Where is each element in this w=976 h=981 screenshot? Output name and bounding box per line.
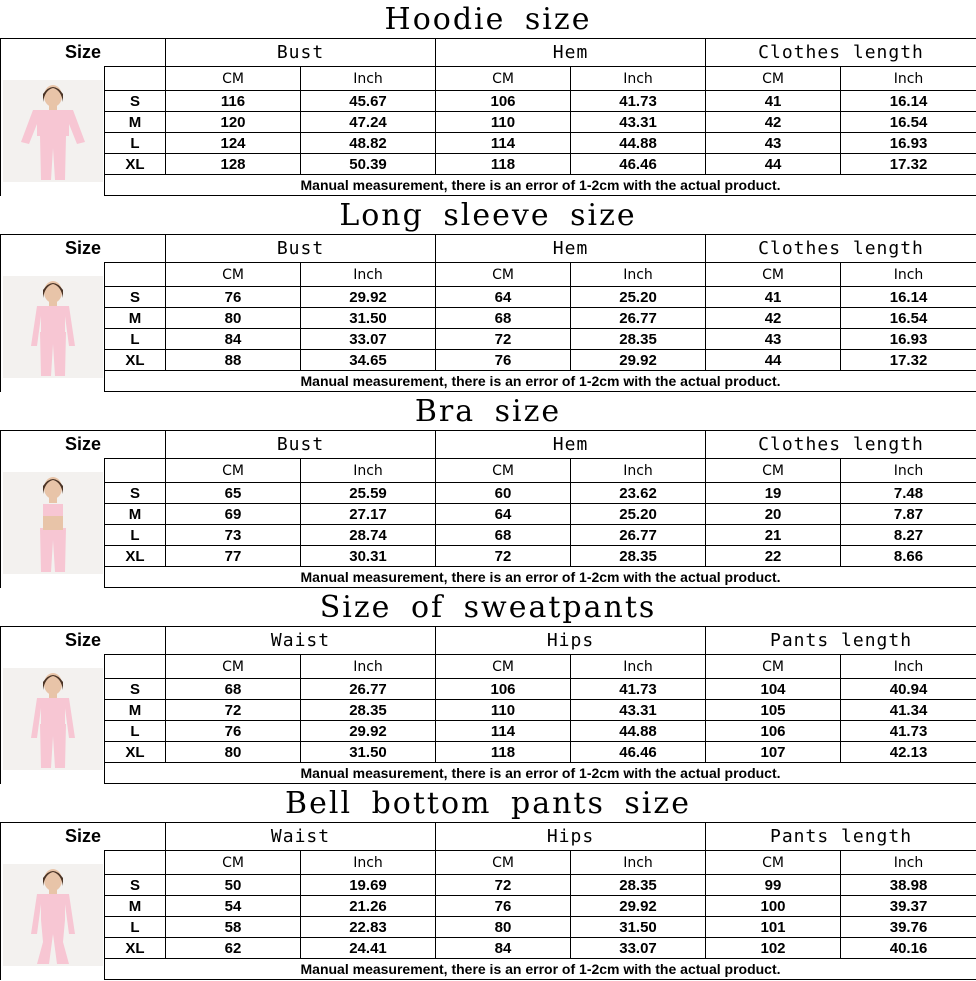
measurement-cell: 26.77	[301, 679, 436, 700]
measurement-cell: 65	[166, 483, 301, 504]
size-label: M	[105, 700, 166, 721]
size-label: XL	[105, 546, 166, 567]
measure-group-header: Bust	[166, 39, 436, 67]
table-row	[1, 875, 976, 896]
size-label: M	[105, 504, 166, 525]
unit-cm-header: CM	[706, 263, 841, 287]
measurement-cell: 26.77	[571, 308, 706, 329]
measurement-cell: 8.27	[841, 525, 976, 546]
measurement-cell: 7.87	[841, 504, 976, 525]
measurement-cell: 42	[706, 308, 841, 329]
measurement-cell: 25.59	[301, 483, 436, 504]
blank-cell	[105, 655, 166, 679]
measurement-cell: 24.41	[301, 938, 436, 959]
table-row	[1, 917, 976, 938]
measurement-cell: 44.88	[571, 721, 706, 742]
measurement-cell: 102	[706, 938, 841, 959]
unit-cm-header: CM	[706, 655, 841, 679]
measure-group-header: Pants length	[706, 627, 976, 655]
unit-inch-header: Inch	[841, 67, 976, 91]
measurement-cell: 7.48	[841, 483, 976, 504]
measurement-cell: 58	[166, 917, 301, 938]
measurement-cell: 28.35	[571, 329, 706, 350]
size-label: S	[105, 483, 166, 504]
size-label: XL	[105, 154, 166, 175]
measurement-cell: 72	[436, 329, 571, 350]
table-row	[1, 308, 976, 329]
measurement-cell: 41.73	[571, 679, 706, 700]
measurement-cell: 76	[166, 721, 301, 742]
long-sleeve-model	[1, 263, 105, 392]
measurement-cell: 106	[436, 91, 571, 112]
unit-cm-header: CM	[706, 67, 841, 91]
size-label: L	[105, 133, 166, 154]
size-header: Size	[1, 627, 166, 655]
measurement-cell: 114	[436, 133, 571, 154]
measurement-cell: 104	[706, 679, 841, 700]
section-title: Bell bottom pants size	[285, 786, 691, 821]
table-row	[1, 329, 976, 350]
measure-group-header: Pants length	[706, 823, 976, 851]
measurement-cell: 17.32	[841, 350, 976, 371]
unit-cm-header: CM	[706, 851, 841, 875]
table-row	[1, 546, 976, 567]
measurement-cell: 33.07	[301, 329, 436, 350]
size-label: L	[105, 721, 166, 742]
unit-cm-header: CM	[706, 459, 841, 483]
measurement-cell: 99	[706, 875, 841, 896]
measurement-cell: 41	[706, 91, 841, 112]
measurement-cell: 33.07	[571, 938, 706, 959]
measurement-cell: 40.16	[841, 938, 976, 959]
unit-inch-header: Inch	[301, 851, 436, 875]
sweatpants-model	[1, 655, 105, 784]
table-row	[1, 287, 976, 308]
section-title: Bra size	[414, 394, 562, 429]
measurement-note: Manual measurement, there is an error of 1-2cm with the actual product.	[105, 371, 976, 392]
unit-inch-header: Inch	[301, 67, 436, 91]
section-title: Hoodie size	[384, 2, 592, 37]
blank-cell	[105, 67, 166, 91]
measurement-cell: 27.17	[301, 504, 436, 525]
measurement-cell: 16.54	[841, 308, 976, 329]
size-label: M	[105, 308, 166, 329]
measurement-cell: 29.92	[571, 350, 706, 371]
measurement-cell: 84	[166, 329, 301, 350]
measure-group-header: Clothes length	[706, 39, 976, 67]
measurement-cell: 44.88	[571, 133, 706, 154]
measurement-cell: 16.54	[841, 112, 976, 133]
size-header: Size	[1, 431, 166, 459]
measurement-cell: 64	[436, 504, 571, 525]
measurement-cell: 116	[166, 91, 301, 112]
measurement-cell: 128	[166, 154, 301, 175]
measure-group-header: Waist	[166, 627, 436, 655]
section-title: Size of sweatpants	[319, 590, 657, 625]
measurement-cell: 73	[166, 525, 301, 546]
measurement-cell: 23.62	[571, 483, 706, 504]
unit-cm-header: CM	[166, 459, 301, 483]
unit-inch-header: Inch	[571, 263, 706, 287]
unit-inch-header: Inch	[571, 851, 706, 875]
hoodie-model	[1, 67, 105, 196]
measurement-cell: 77	[166, 546, 301, 567]
bell-bottom-model	[1, 851, 105, 980]
measurement-cell: 21	[706, 525, 841, 546]
size-label: XL	[105, 350, 166, 371]
size-chart-section	[0, 392, 976, 588]
measure-group-header: Bust	[166, 235, 436, 263]
measurement-cell: 120	[166, 112, 301, 133]
measurement-cell: 110	[436, 112, 571, 133]
measurement-cell: 19	[706, 483, 841, 504]
measurement-cell: 19.69	[301, 875, 436, 896]
measure-group-header: Waist	[166, 823, 436, 851]
unit-inch-header: Inch	[841, 459, 976, 483]
table-row	[1, 525, 976, 546]
measurement-cell: 45.67	[301, 91, 436, 112]
measurement-cell: 43	[706, 329, 841, 350]
measurement-cell: 64	[436, 287, 571, 308]
measurement-cell: 34.65	[301, 350, 436, 371]
measurement-cell: 43.31	[571, 112, 706, 133]
size-header: Size	[1, 823, 166, 851]
table-row	[1, 742, 976, 763]
unit-cm-header: CM	[166, 67, 301, 91]
measurement-cell: 29.92	[301, 287, 436, 308]
table-row	[1, 350, 976, 371]
size-table	[0, 430, 976, 588]
table-row	[1, 133, 976, 154]
unit-cm-header: CM	[436, 655, 571, 679]
table-row	[1, 483, 976, 504]
unit-cm-header: CM	[166, 655, 301, 679]
measurement-cell: 100	[706, 896, 841, 917]
measurement-cell: 31.50	[301, 742, 436, 763]
size-chart-section	[0, 588, 976, 784]
measurement-cell: 46.46	[571, 154, 706, 175]
measurement-cell: 68	[436, 525, 571, 546]
size-label: S	[105, 91, 166, 112]
measurement-cell: 68	[166, 679, 301, 700]
measurement-cell: 101	[706, 917, 841, 938]
measure-group-header: Clothes length	[706, 235, 976, 263]
unit-inch-header: Inch	[841, 851, 976, 875]
size-label: S	[105, 875, 166, 896]
measurement-cell: 106	[436, 679, 571, 700]
unit-inch-header: Inch	[301, 263, 436, 287]
measurement-cell: 80	[166, 308, 301, 329]
measurement-cell: 16.14	[841, 287, 976, 308]
measurement-cell: 76	[166, 287, 301, 308]
unit-cm-header: CM	[436, 67, 571, 91]
table-row	[1, 504, 976, 525]
measure-group-header: Clothes length	[706, 431, 976, 459]
measurement-cell: 29.92	[301, 721, 436, 742]
unit-cm-header: CM	[436, 851, 571, 875]
measurement-cell: 28.35	[571, 875, 706, 896]
measurement-cell: 62	[166, 938, 301, 959]
measurement-cell: 60	[436, 483, 571, 504]
measurement-cell: 44	[706, 154, 841, 175]
measurement-cell: 80	[436, 917, 571, 938]
size-label: XL	[105, 742, 166, 763]
size-label: L	[105, 917, 166, 938]
size-table	[0, 234, 976, 392]
size-label: L	[105, 525, 166, 546]
measurement-cell: 80	[166, 742, 301, 763]
table-row	[1, 700, 976, 721]
table-row	[1, 154, 976, 175]
unit-inch-header: Inch	[571, 459, 706, 483]
measurement-cell: 22.83	[301, 917, 436, 938]
measurement-note: Manual measurement, there is an error of 1-2cm with the actual product.	[105, 175, 976, 196]
measure-group-header: Bust	[166, 431, 436, 459]
measurement-cell: 42.13	[841, 742, 976, 763]
measurement-cell: 48.82	[301, 133, 436, 154]
bra-model	[1, 459, 105, 588]
measurement-note: Manual measurement, there is an error of 1-2cm with the actual product.	[105, 567, 976, 588]
measurement-note: Manual measurement, there is an error of 1-2cm with the actual product.	[105, 959, 976, 980]
unit-inch-header: Inch	[301, 459, 436, 483]
measurement-cell: 69	[166, 504, 301, 525]
measurement-cell: 50.39	[301, 154, 436, 175]
size-label: M	[105, 896, 166, 917]
measurement-cell: 20	[706, 504, 841, 525]
measurement-cell: 44	[706, 350, 841, 371]
measurement-cell: 124	[166, 133, 301, 154]
measurement-cell: 25.20	[571, 504, 706, 525]
measurement-cell: 68	[436, 308, 571, 329]
measure-group-header: Hem	[436, 39, 706, 67]
table-row	[1, 679, 976, 700]
measurement-cell: 42	[706, 112, 841, 133]
unit-cm-header: CM	[166, 263, 301, 287]
size-label: S	[105, 287, 166, 308]
table-row	[1, 112, 976, 133]
measurement-cell: 43.31	[571, 700, 706, 721]
size-label: S	[105, 679, 166, 700]
measurement-cell: 114	[436, 721, 571, 742]
size-header: Size	[1, 39, 166, 67]
measurement-cell: 31.50	[571, 917, 706, 938]
measurement-cell: 17.32	[841, 154, 976, 175]
measurement-cell: 41.73	[571, 91, 706, 112]
measurement-cell: 43	[706, 133, 841, 154]
table-row	[1, 721, 976, 742]
measurement-cell: 38.98	[841, 875, 976, 896]
size-header: Size	[1, 235, 166, 263]
measure-group-header: Hem	[436, 235, 706, 263]
measure-group-header: Hips	[436, 627, 706, 655]
measurement-cell: 26.77	[571, 525, 706, 546]
measurement-cell: 30.31	[301, 546, 436, 567]
measurement-cell: 72	[166, 700, 301, 721]
table-row	[1, 938, 976, 959]
measurement-cell: 46.46	[571, 742, 706, 763]
measurement-cell: 16.14	[841, 91, 976, 112]
size-label: L	[105, 329, 166, 350]
table-row	[1, 896, 976, 917]
measurement-cell: 28.74	[301, 525, 436, 546]
size-table	[0, 626, 976, 784]
measurement-cell: 41.73	[841, 721, 976, 742]
measurement-cell: 107	[706, 742, 841, 763]
measurement-cell: 72	[436, 546, 571, 567]
unit-inch-header: Inch	[571, 67, 706, 91]
measurement-cell: 76	[436, 350, 571, 371]
measurement-cell: 16.93	[841, 133, 976, 154]
measurement-cell: 40.94	[841, 679, 976, 700]
unit-cm-header: CM	[166, 851, 301, 875]
measurement-cell: 88	[166, 350, 301, 371]
measurement-cell: 16.93	[841, 329, 976, 350]
table-row	[1, 91, 976, 112]
blank-cell	[105, 851, 166, 875]
measurement-note: Manual measurement, there is an error of 1-2cm with the actual product.	[105, 763, 976, 784]
unit-inch-header: Inch	[301, 655, 436, 679]
measurement-cell: 29.92	[571, 896, 706, 917]
size-table	[0, 822, 976, 980]
size-label: M	[105, 112, 166, 133]
measurement-cell: 31.50	[301, 308, 436, 329]
measurement-cell: 105	[706, 700, 841, 721]
measurement-cell: 47.24	[301, 112, 436, 133]
measurement-cell: 8.66	[841, 546, 976, 567]
measurement-cell: 76	[436, 896, 571, 917]
unit-inch-header: Inch	[571, 655, 706, 679]
measurement-cell: 41.34	[841, 700, 976, 721]
size-chart-section	[0, 196, 976, 392]
measurement-cell: 39.76	[841, 917, 976, 938]
measurement-cell: 41	[706, 287, 841, 308]
size-chart-section	[0, 0, 976, 196]
measurement-cell: 39.37	[841, 896, 976, 917]
measurement-cell: 118	[436, 742, 571, 763]
blank-cell	[105, 459, 166, 483]
measure-group-header: Hips	[436, 823, 706, 851]
measurement-cell: 110	[436, 700, 571, 721]
measurement-cell: 22	[706, 546, 841, 567]
measure-group-header: Hem	[436, 431, 706, 459]
size-chart-section	[0, 784, 976, 980]
measurement-cell: 28.35	[301, 700, 436, 721]
section-title: Long sleeve size	[339, 198, 637, 233]
measurement-cell: 28.35	[571, 546, 706, 567]
blank-cell	[105, 263, 166, 287]
measurement-cell: 50	[166, 875, 301, 896]
unit-inch-header: Inch	[841, 655, 976, 679]
measurement-cell: 84	[436, 938, 571, 959]
measurement-cell: 21.26	[301, 896, 436, 917]
size-table	[0, 38, 976, 196]
measurement-cell: 106	[706, 721, 841, 742]
measurement-cell: 72	[436, 875, 571, 896]
measurement-cell: 25.20	[571, 287, 706, 308]
unit-cm-header: CM	[436, 459, 571, 483]
unit-inch-header: Inch	[841, 263, 976, 287]
measurement-cell: 118	[436, 154, 571, 175]
size-label: XL	[105, 938, 166, 959]
unit-cm-header: CM	[436, 263, 571, 287]
measurement-cell: 54	[166, 896, 301, 917]
